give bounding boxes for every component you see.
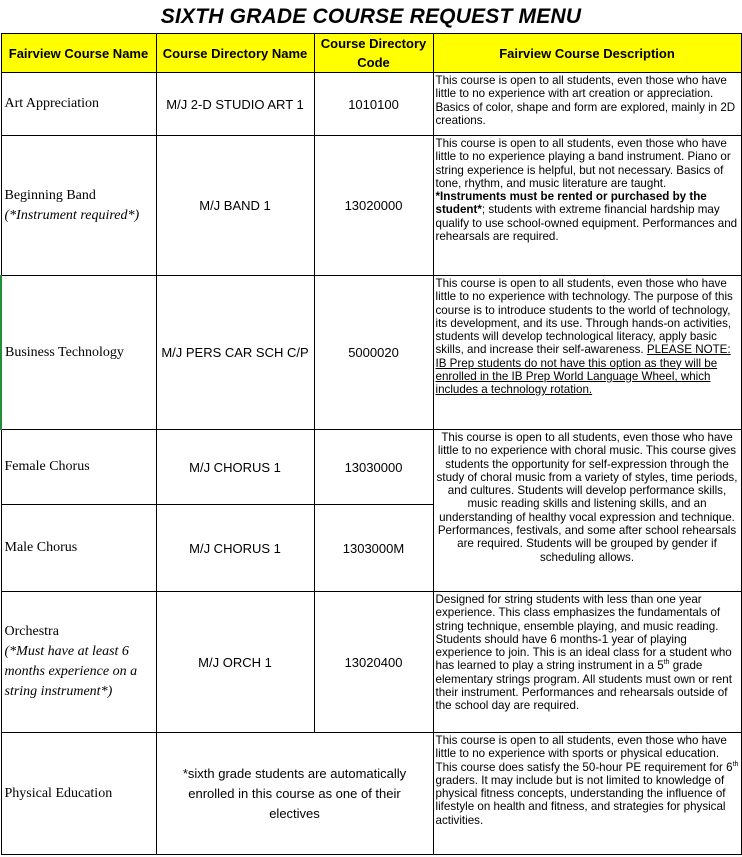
course-name-text: Female Chorus xyxy=(4,459,90,474)
course-name xyxy=(1,592,156,733)
course-description: This course is open to all students, even those who have little to no experience with art creation or appreciation. Basics of color, shape and form are explored, mainly in 2D creations. xyxy=(433,73,741,136)
course-directory-name: M/J 2-D STUDIO ART 1 xyxy=(156,73,314,136)
chorus-description: This course is open to all students, even those who have little to no experience with choral music. This course gives students the opportunity for self-expression through the study of choral music from a variety of styles, time periods, and cultures. Students will develop performance skills, music reading skills and listening skills, and an understanding of healthy vocal expression and technique. Performances, festivals, and some after school rehearsals are required. Students will be grouped by gender if scheduling allows. xyxy=(433,430,741,592)
course-name xyxy=(1,733,156,855)
course-name-text: Physical Education xyxy=(4,785,113,801)
header-fairview-course-description: Fairview Course Description xyxy=(433,34,741,73)
superscript: th xyxy=(663,659,670,667)
course-description xyxy=(433,136,741,276)
course-name-text: Business Technology xyxy=(5,344,124,360)
table-row xyxy=(1,592,741,733)
course-directory-code: 1303000M xyxy=(314,505,433,592)
description-text: This course is open to all students, even those who have little to no experience with sports or physical education. This course does satisfy the 50-hour PE requirement for 6 xyxy=(435,734,733,774)
course-directory-name: M/J CHORUS 1 xyxy=(156,505,314,592)
course-name-text: Art Appreciation xyxy=(4,96,99,111)
course-note: (*Must have at least 6 months experience on a string instrument*) xyxy=(4,644,138,699)
course-directory-code: 1010100 xyxy=(314,73,433,136)
course-name xyxy=(1,136,156,276)
header-fairview-course-name: Fairview Course Name xyxy=(1,34,156,73)
description-text: Designed for string students with less than one year experience. This class emphasizes the fundamentals of string technique, ensemble playing, and music reading. Students should have 6 months-1 year of playing experience to join. This is an ideal class for a student who has learned to play a string instrument in a 5 xyxy=(435,593,732,673)
course-description xyxy=(433,276,741,430)
description-text: graders. It may include but is not limited to knowledge of physical fitness concepts, understanding the influence of lifestyle on health and fitness, and strategies for physical activities. xyxy=(435,773,726,827)
course-description xyxy=(433,733,741,855)
course-name xyxy=(1,505,156,592)
table-row xyxy=(1,276,741,430)
course-name-text: Beginning Band xyxy=(4,187,96,203)
course-directory-code: 13020400 xyxy=(314,592,433,733)
description-text: This course is open to all students, even those who have little to no experience playing a band instrument. Piano or string experience is helpful, but not necessary. Basics of tone, rhythm, and music literature are taught. xyxy=(435,137,731,190)
course-name xyxy=(1,430,156,505)
course-name xyxy=(1,73,156,136)
description-text: This course is open to all students, even those who have little to no experience with technology. The purpose of this course is to introduce students to the world of technology, its development, and its use. Through hands-on activities, students will develop technological literacy, apply basic skills, and increase their self-awareness. xyxy=(435,277,733,357)
page-title: SIXTH GRADE COURSE REQUEST MENU xyxy=(160,5,582,28)
course-name xyxy=(1,276,156,430)
course-directory-name: M/J PERS CAR SCH C/P xyxy=(156,276,314,430)
enrollment-note: *sixth grade students are automatically enrolled in this course as one of their electives xyxy=(156,733,433,855)
course-directory-name: M/J BAND 1 xyxy=(156,136,314,276)
course-directory-name: M/J ORCH 1 xyxy=(156,592,314,733)
course-name-text: Male Chorus xyxy=(4,540,78,555)
description-note-underlined: PLEASE NOTE: IB Prep students do not have this option as they will be enrolled in the IB Prep World Language Wheel, which includes a technology rotation. xyxy=(435,343,731,397)
description-bold-text: *Instruments must be rented or purchased by the student* xyxy=(435,190,707,217)
header-course-directory-name: Course Directory Name xyxy=(156,34,314,73)
course-directory-code: 13020000 xyxy=(314,136,433,276)
course-note: (*Instrument required*) xyxy=(4,207,140,223)
table-row xyxy=(1,136,741,276)
course-name-text: Orchestra xyxy=(4,624,59,639)
course-table xyxy=(0,33,742,855)
table-row xyxy=(1,73,741,136)
header-course-directory-code: Course Directory Code xyxy=(314,34,433,73)
description-text: grade elementary strings program. All students must own or rent their instrument. Performances and rehearsals outside of the school day are required. xyxy=(435,659,732,713)
header-row xyxy=(1,34,741,73)
course-directory-name: M/J CHORUS 1 xyxy=(156,430,314,505)
superscript: th xyxy=(732,760,739,768)
table-row xyxy=(1,430,741,505)
description-text: ; students with extreme financial hardship may qualify to use school-owned equipment. Performances and rehearsals are required. xyxy=(435,203,738,244)
course-description xyxy=(433,592,741,733)
course-directory-code: 13030000 xyxy=(314,430,433,505)
table-row xyxy=(1,733,741,855)
course-directory-code: 5000020 xyxy=(314,276,433,430)
